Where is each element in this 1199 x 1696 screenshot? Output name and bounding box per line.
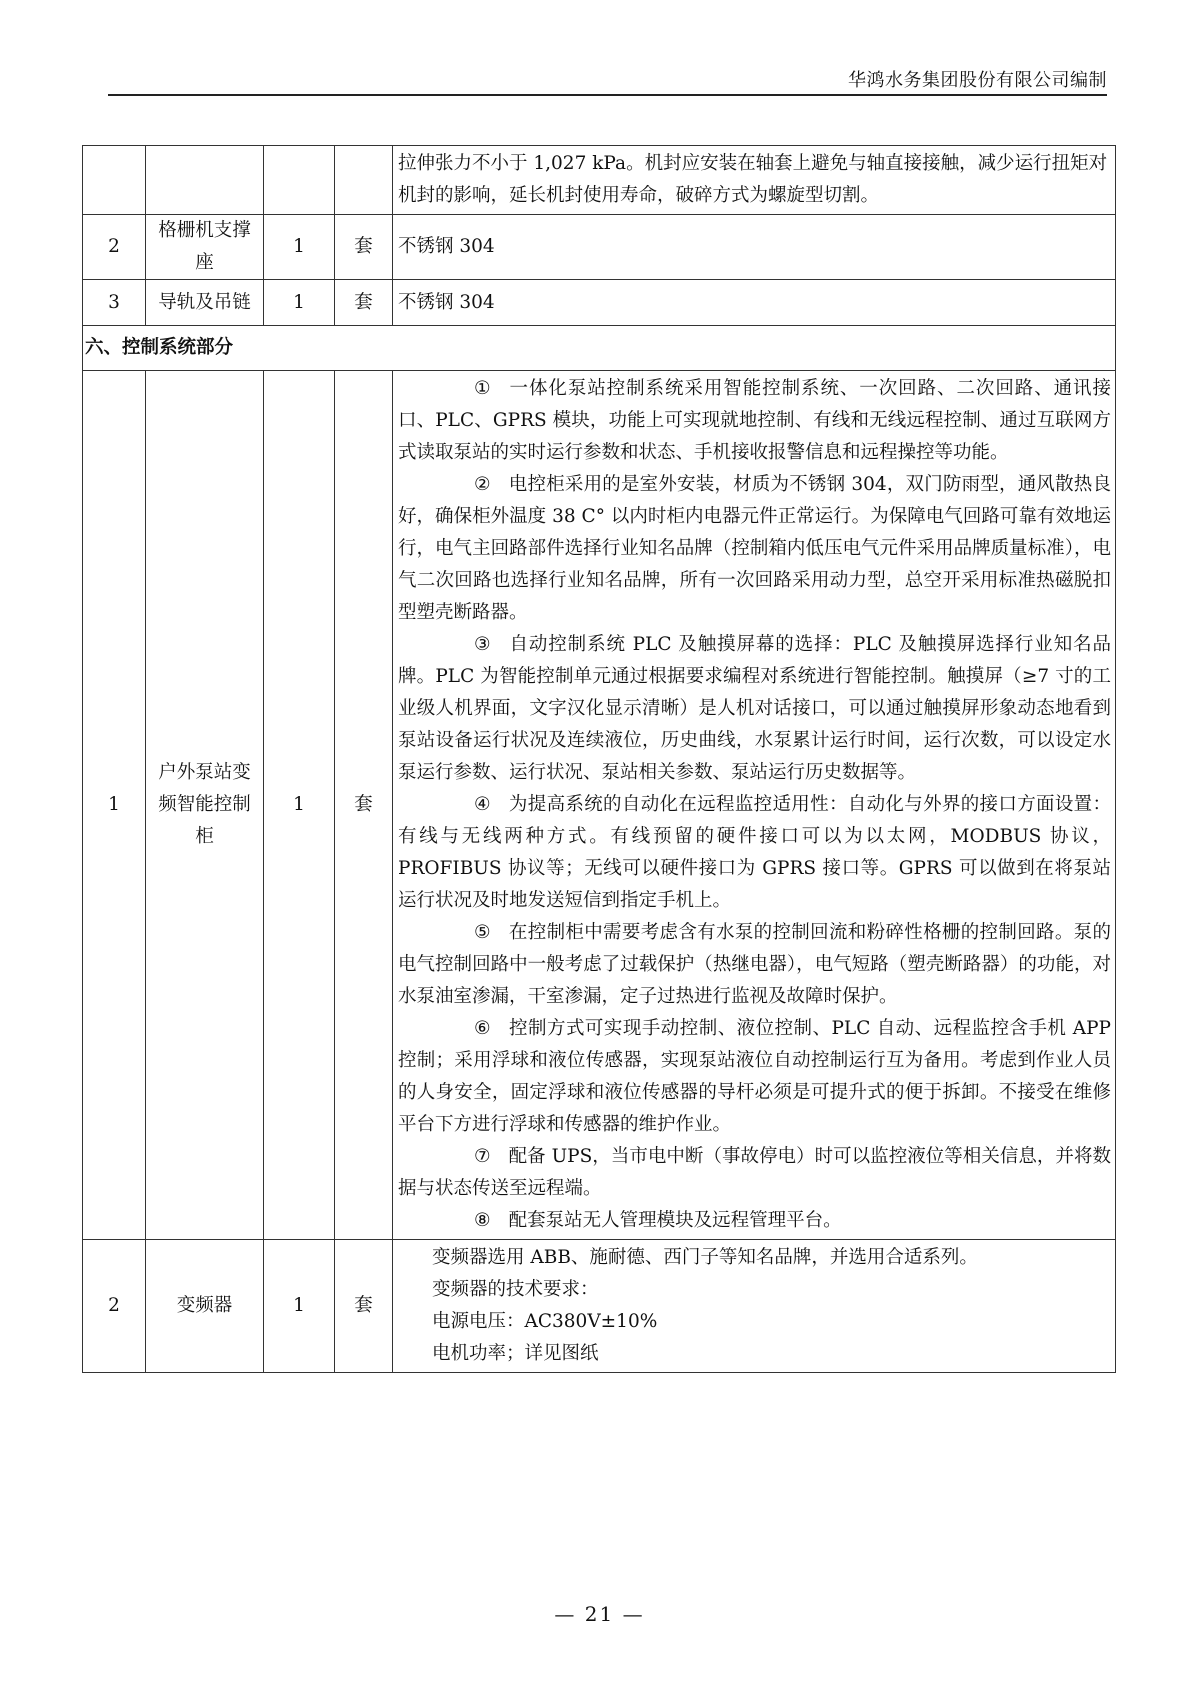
item-mark: ① xyxy=(474,378,491,399)
item-mark: ③ xyxy=(474,634,491,655)
cell-qty xyxy=(264,146,335,215)
cell-qty: 1 xyxy=(264,371,335,1240)
cell-desc xyxy=(393,371,1116,1240)
cell-no: 1 xyxy=(83,371,146,1240)
cell-qty: 1 xyxy=(264,1240,335,1373)
cell-unit: 套 xyxy=(335,280,393,326)
cell-no: 2 xyxy=(83,215,146,280)
item-text: 自动控制系统 PLC 及触摸屏幕的选择：PLC 及触摸屏选择行业知名品牌。PLC 为智能控制单元通过根据要求编程对系统进行智能控制。触摸屏（≥7 寸的工业级人机界面，文字汉化显示清晰）是人机对话接口，可以通过触摸屏形象动态地看到泵站设备运行状况及连续液位，历史曲线，水泵累计运行时间，运行次数，可以设定水泵运行参数、运行状况、泵站相关参数、泵站运行历史数据等。 xyxy=(398,634,1111,783)
item-text: 配套泵站无人管理模块及远程管理平台。 xyxy=(508,1210,842,1231)
cell-desc xyxy=(393,1240,1116,1373)
cell-unit: 套 xyxy=(335,371,393,1240)
cell-unit: 套 xyxy=(335,215,393,280)
inverter-line: 变频器的技术要求： xyxy=(432,1279,599,1300)
header-rule xyxy=(108,94,1107,96)
item-mark: ⑦ xyxy=(474,1146,491,1167)
inverter-line: 变频器选用 ABB、施耐德、西门子等知名品牌，并选用合适系列。 xyxy=(432,1247,978,1268)
table-row xyxy=(83,215,1116,280)
inverter-line: 电机功率；详见图纸 xyxy=(432,1343,599,1364)
item-mark: ④ xyxy=(474,794,491,815)
cell-qty: 1 xyxy=(264,280,335,326)
item-mark: ② xyxy=(474,474,491,495)
cell-unit xyxy=(335,146,393,215)
cell-no: 2 xyxy=(83,1240,146,1373)
list-item xyxy=(398,917,1111,1013)
table-row-control-cabinet xyxy=(83,371,1116,1240)
item-text: 电控柜采用的是室外安装，材质为不锈钢 304，双门防雨型，通风散热良好，确保柜外温度 38 C° 以内时柜内电器元件正常运行。为保障电气回路可靠有效地运行，电气主回路部件选择行业知名品牌（控制箱内低压电气元件采用品牌质量标准），电气二次回路也选择行业知名品牌，所有一次回路采用动力型，总空开采用标准热磁脱扣型塑壳断路器。 xyxy=(398,474,1111,623)
cell-no: 3 xyxy=(83,280,146,326)
table-row xyxy=(83,280,1116,326)
cell-no xyxy=(83,146,146,215)
list-item xyxy=(398,1141,1111,1205)
item-mark: ⑥ xyxy=(474,1018,491,1039)
section-row xyxy=(83,326,1116,371)
cell-name xyxy=(146,146,264,215)
list-item xyxy=(398,469,1111,629)
item-text: 为提高系统的自动化在远程监控适用性：自动化与外界的接口方面设置：有线与无线两种方式。有线预留的硬件接口可以为以太网，MODBUS 协议，PROFIBUS 协议等；无线可以硬件接口为 GPRS 接口等。GPRS 可以做到在将泵站运行状况及时地发送短信到指定手机上。 xyxy=(398,794,1111,911)
cell-name: 格栅机支撑座 xyxy=(146,215,264,280)
cell-unit: 套 xyxy=(335,1240,393,1373)
page-number: — 21 — xyxy=(554,1602,645,1626)
item-text: 配备 UPS，当市电中断（事故停电）时可以监控液位等相关信息，并将数据与状态传送至远程端。 xyxy=(398,1146,1111,1199)
cell-desc: 拉伸张力不小于 1,027 kPa。机封应安装在轴套上避免与轴直接接触，减少运行扭矩对机封的影响，延长机封使用寿命，破碎方式为螺旋型切割。 xyxy=(393,146,1116,215)
list-item xyxy=(398,1205,1111,1237)
item-mark: ⑧ xyxy=(474,1210,491,1231)
cell-qty: 1 xyxy=(264,215,335,280)
header-company: 华鸿水务集团股份有限公司编制 xyxy=(848,70,1107,91)
item-text: 控制方式可实现手动控制、液位控制、PLC 自动、远程监控含手机 APP 控制；采用浮球和液位传感器，实现泵站液位自动控制运行互为备用。考虑到作业人员的人身安全，固定浮球和液位传感器的导杆必须是可提升式的便于拆卸。不接受在维修平台下方进行浮球和传感器的维护作业。 xyxy=(398,1018,1111,1135)
section-title: 六、控制系统部分 xyxy=(83,326,1116,371)
cell-name: 导轨及吊链 xyxy=(146,280,264,326)
list-item xyxy=(398,629,1111,789)
cell-desc: 不锈钢 304 xyxy=(393,215,1116,280)
list-item xyxy=(398,789,1111,917)
table-row-inverter xyxy=(83,1240,1116,1373)
item-mark: ⑤ xyxy=(474,922,491,943)
list-item xyxy=(398,373,1111,469)
inverter-line: 电源电压：AC380V±10% xyxy=(432,1311,658,1332)
cell-name: 变频器 xyxy=(146,1240,264,1373)
list-item xyxy=(398,1013,1111,1141)
item-text: 一体化泵站控制系统采用智能控制系统、一次回路、二次回路、通讯接口、PLC、GPRS 模块，功能上可实现就地控制、有线和无线远程控制、通过互联网方式读取泵站的实时运行参数和状态、手机接收报警信息和远程操控等功能。 xyxy=(398,378,1111,463)
item-text: 在控制柜中需要考虑含有水泵的控制回流和粉碎性格栅的控制回路。泵的电气控制回路中一般考虑了过载保护（热继电器），电气短路（塑壳断路器）的功能，对水泵油室渗漏，干室渗漏，定子过热进行监视及故障时保护。 xyxy=(398,922,1111,1007)
cell-desc: 不锈钢 304 xyxy=(393,280,1116,326)
spec-table xyxy=(82,145,1116,1373)
cell-name: 户外泵站变频智能控制柜 xyxy=(146,371,264,1240)
table-row-continuation xyxy=(83,146,1116,215)
